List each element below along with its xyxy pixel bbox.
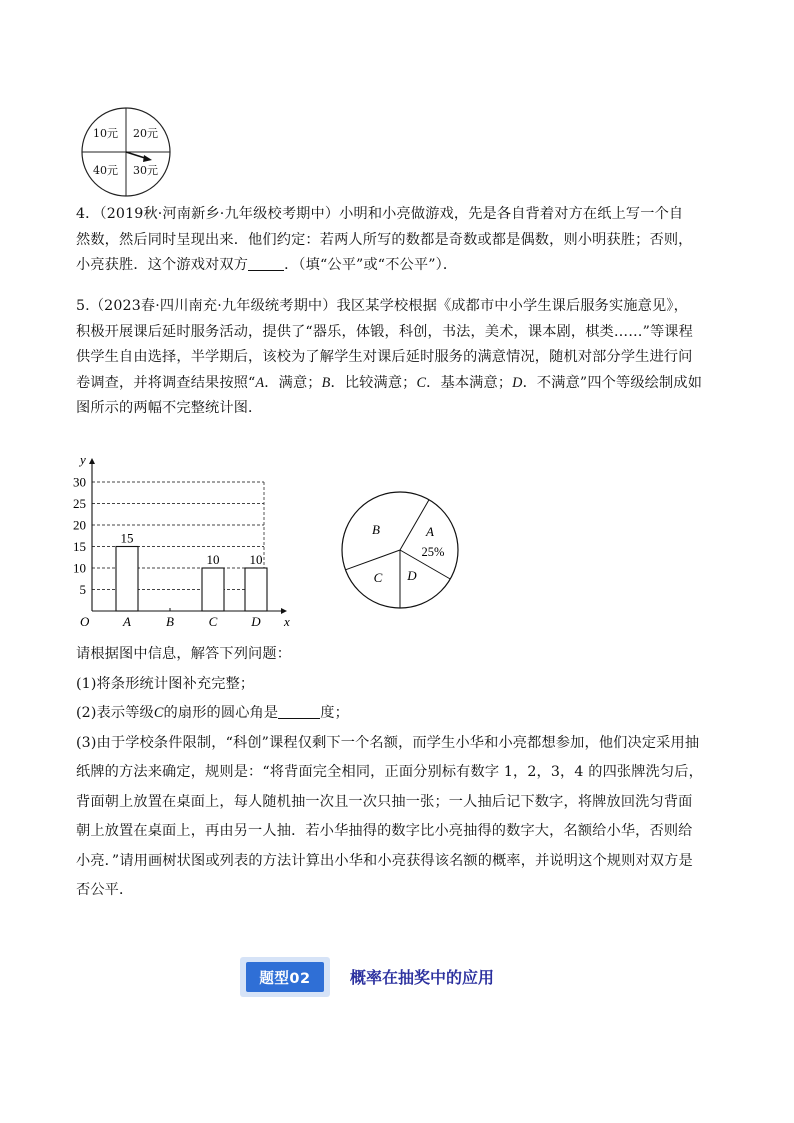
y-tick-15: 15 [73,539,86,554]
section-badge-label: 题型02 [246,962,324,992]
pie-percent-A: 25% [421,545,445,559]
x-axis-label: x [284,614,290,629]
y-axis-label: y [80,452,86,467]
q5-line-4a: 卷调查，并将调查结果按照“ [76,374,256,391]
y-tick-25: 25 [73,496,86,511]
question-5 [76,294,716,422]
level-c: C [416,374,427,391]
q5-p3-line-2: 纸牌的方法来确定，规则是：“将背面完全相同，正面分别标有数字 1，2，3，4 的四张牌洗匀后， [76,764,703,780]
pie-label-A: A [426,524,434,539]
question-4 [76,202,716,279]
wheel-label-40: 40元 [93,164,118,177]
pie-label-B: B [372,522,380,537]
q4-line-1: 4．（2019秋·河南新乡·九年级校考期中）小明和小亮做游戏，先是各自背着对方在纸上写一个自 [76,206,684,222]
q5-p3-line-5: 小亮．”请用画树状图或列表的方法计算出小华和小亮获得该名额的概率，并说明这个规则对双方是 [76,852,693,869]
q5-line-1: 5.（2023春·四川南充·九年级统考期中）我区某学校根据《成都市中小学生课后服务实施意见》， [76,298,688,314]
section-badge [240,957,330,997]
question-5-part-1: (1)将条形统计图补充完整； [76,675,255,692]
x-tick-D: D [251,614,261,629]
wheel-label-10: 10元 [93,127,118,140]
q5-s4: ．不满意”四个等级绘制成如 [522,374,703,391]
data-label-A: 15 [120,530,134,546]
wheel-label-30: 30元 [133,164,158,177]
p2-text-a: (2)表示等级 [76,705,154,721]
bar-chart [60,450,300,632]
level-a: A [255,374,265,391]
bar-D [245,568,267,611]
q5-p3-line-1: (3)由于学校条件限制，“科创”课程仅剩下一个名额，而学生小华和小亮都想参加，他们决定采用抽 [76,734,700,751]
q5-p3-line-4: 朝上放置在桌面上，再由另一人抽．若小华抽得的数字比小亮抽得的数字大，名额给小华，否则给 [76,823,693,839]
y-axis-arrow [89,458,95,464]
x-tick-B: B [166,614,174,629]
q4-line-3 [76,253,716,279]
x-tick-A: A [123,614,131,629]
prize-wheel-drawing [80,106,172,198]
pie-label-D: D [407,568,417,583]
q5-s3: ．基本满意； [426,374,513,391]
q5-p3-line-6: 否公平． [76,882,134,898]
question-5-part-2 [76,699,716,729]
q5-line-4 [76,371,716,397]
q4-line-3b: ．（填“公平”或“不公平”）． [284,257,458,273]
y-tick-10: 10 [73,560,86,576]
level-b: B [321,374,331,391]
section-title: 概率在抽奖中的应用 [350,968,495,987]
q4-line-2: 然数，然后同时呈现出来．他们约定：若两人所写的数都是奇数或都是偶数，则小明获胜；否则， [76,231,693,248]
p2-var-c: C [153,705,164,721]
q5-line-5: 图所示的两幅不完整统计图． [76,400,263,416]
wheel-label-20: 20元 [133,127,158,140]
q5-s1: ．满意； [264,374,322,391]
p2-answer-blank[interactable] [278,704,320,719]
bar-A [116,547,138,612]
prize-wheel [80,106,172,198]
p2-text-c: 度； [320,705,349,721]
bar-C [202,568,224,611]
q5-p3-line-3: 背面朝上放置在桌面上，每人随机抽一次且一次只抽一张；一人抽后记下数字，将牌放回洗匀背面 [76,793,693,810]
questions-intro: 请根据图中信息，解答下列问题： [76,646,292,662]
q5-line-2: 积极开展课后延时服务活动，提供了“器乐，体锻，科创，书法，美术，课本剧，棋类……”等课程 [76,323,693,340]
q4-line-3a: 小亮获胜．这个游戏对双方 [76,257,249,273]
x-tick-C: C [208,614,218,629]
y-tick-5: 5 [79,582,86,597]
data-label-D: 10 [249,552,263,567]
origin-label: O [80,614,90,629]
pie-label-C: C [373,570,383,585]
y-tick-20: 20 [73,517,86,533]
y-tick-30: 30 [73,474,86,490]
p2-text-b: 的扇形的圆心角是 [163,705,279,721]
pie-chart [338,488,462,612]
level-d: D [512,374,523,391]
data-label-C: 10 [206,552,220,567]
q5-line-3: 供学生自由选择，半学期后，该校为了解学生对课后延时服务的满意情况，随机对部分学生进行问 [76,349,693,365]
q5-s2: ．比较满意； [330,374,417,391]
q4-answer-blank[interactable] [248,256,284,271]
sub-questions [76,640,716,906]
